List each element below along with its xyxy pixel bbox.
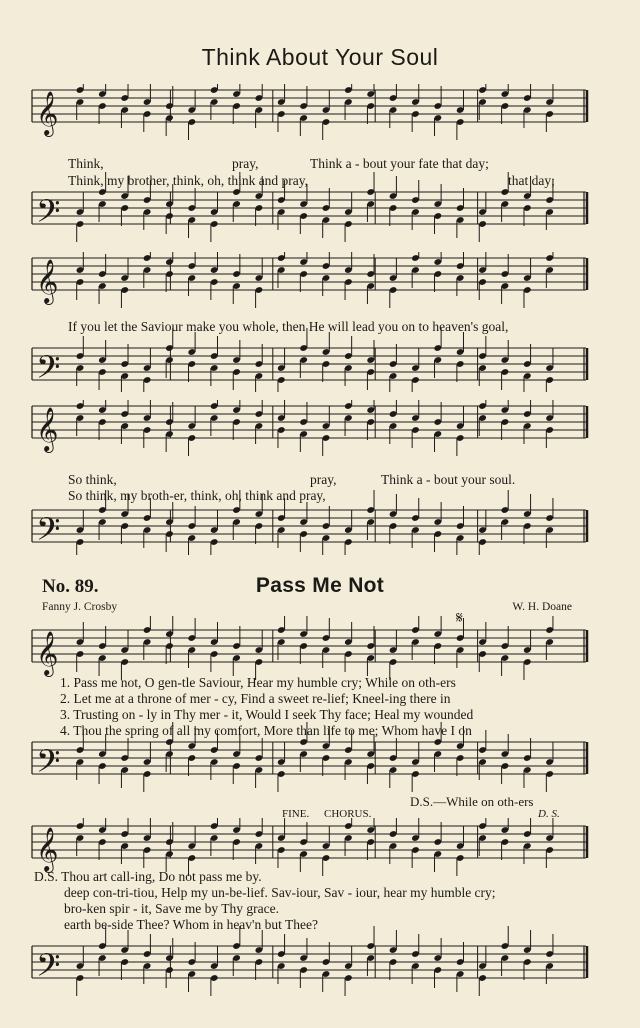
verse-line-4: 4. Thou the spring of all my comfort, More than life to me; Whom have I on	[60, 723, 472, 738]
lyricist: Fanny J. Crosby	[42, 601, 118, 613]
treble-clef-icon: 𝄞	[36, 631, 59, 675]
chorus-line-3: bro-ken spir - it, Save me by Thy grace.	[64, 901, 279, 916]
bass-clef-icon: 𝄢	[36, 349, 61, 392]
lyric-line: So think, my broth-er, think, oh, think and pray,	[68, 488, 326, 503]
segno-sign: 𝄋	[456, 610, 463, 627]
ds-instruction: D.S.—While on oth-ers	[410, 794, 534, 809]
treble-clef-icon: 𝄞	[36, 259, 59, 303]
composer: W. H. Doane	[512, 601, 572, 613]
treble-clef-icon: 𝄞	[36, 407, 59, 451]
song-title: Think About Your Soul	[201, 44, 439, 70]
lyric-line: Think,	[68, 156, 104, 171]
chorus-line-2: deep con-tri-tiou, Help my un-be-lief. Sav-iour, Sav - iour, hear my humble cry;	[64, 885, 496, 900]
music-system-4	[28, 616, 590, 796]
verse-line-2: 2. Let me at a throne of mer - cy, Find a sweet re-lief; Kneel-ing there in	[60, 691, 451, 706]
lyric-line: Think a - bout your fate that day;	[310, 156, 489, 171]
lyric-line: Think a - bout your soul.	[381, 472, 516, 487]
fine-marker: FINE.	[282, 808, 310, 820]
verse-line-1: 1. Pass me not, O gen-tle Saviour, Hear my humble cry; While on oth-ers	[60, 675, 456, 690]
chorus-line-4: earth be-side Thee? Whom in heav'n but Thee?	[64, 917, 318, 932]
staff-notation	[28, 616, 590, 796]
treble-clef-icon: 𝄞	[36, 827, 59, 871]
staff	[32, 84, 587, 140]
staff	[32, 400, 587, 456]
verse-line-3: 3. Trusting on - ly in Thy mer - it, Would I seek Thy face; Heal my wounded	[60, 707, 474, 722]
hymn-number: No. 89.	[42, 576, 99, 597]
lyric-line: So think,	[68, 472, 117, 487]
music-system-1	[28, 84, 590, 244]
staff-notation	[28, 84, 590, 244]
lyric-line: that day;	[508, 173, 555, 188]
bass-clef-icon: 𝄢	[36, 947, 61, 991]
lyric-line: Think, my brother, think, oh, think and pray,	[68, 173, 309, 188]
lyric-line: pray,	[310, 472, 337, 487]
ds-marker: D. S.	[538, 808, 560, 820]
treble-clef-icon: 𝄞	[36, 91, 59, 135]
lyric-line: If you let the Saviour make you whole, then He will lead you on to heaven's goal,	[68, 319, 509, 334]
staff	[32, 926, 587, 996]
bass-clef-icon: 𝄢	[36, 511, 61, 555]
song-title: Pass Me Not	[255, 574, 385, 597]
chorus-line-1: D.S. Thou art call-ing, Do not pass me by.	[34, 869, 262, 884]
staff	[32, 252, 587, 308]
bass-clef-icon: 𝄢	[36, 193, 61, 237]
staff	[32, 818, 587, 876]
staff	[32, 328, 587, 392]
bass-clef-icon: 𝄢	[36, 743, 61, 787]
chorus-marker: CHORUS.	[324, 808, 372, 820]
staff	[32, 616, 587, 680]
lyric-line: pray,	[232, 156, 259, 171]
